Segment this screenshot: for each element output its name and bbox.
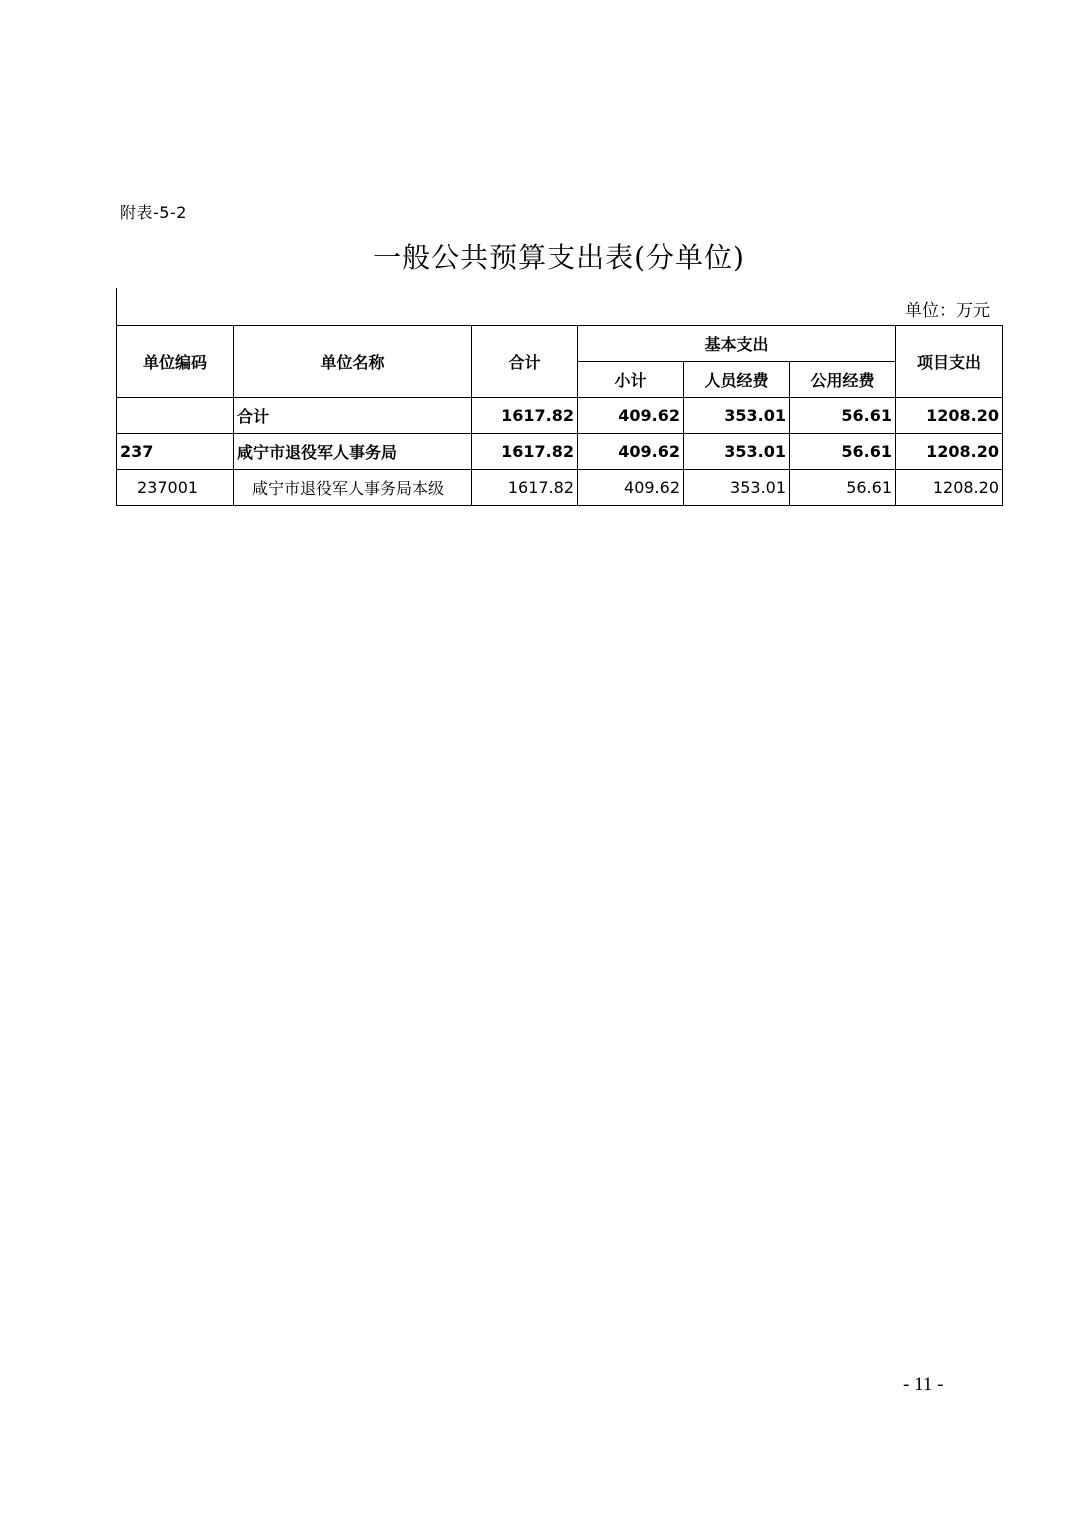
table-row (117, 470, 1003, 506)
cell-name: 咸宁市退役军人事务局本级 (234, 470, 472, 506)
table-left-rule (116, 288, 117, 326)
cell-total: 1617.82 (472, 470, 578, 506)
header-basic-expenditure: 基本支出 (578, 326, 896, 362)
cell-subtotal: 409.62 (578, 470, 684, 506)
table-row (117, 398, 1003, 434)
unit-note: 单位：万元 (905, 301, 990, 321)
cell-code: 237001 (117, 470, 234, 506)
cell-name: 咸宁市退役军人事务局 (234, 434, 472, 470)
header-public: 公用经费 (790, 362, 896, 398)
cell-project: 1208.20 (896, 470, 1003, 506)
budget-table (116, 325, 1003, 506)
cell-total: 1617.82 (472, 434, 578, 470)
header-row-1 (117, 326, 1003, 362)
cell-subtotal: 409.62 (578, 434, 684, 470)
cell-public: 56.61 (790, 434, 896, 470)
cell-project: 1208.20 (896, 398, 1003, 434)
header-unit-code: 单位编码 (117, 326, 234, 398)
table-row (117, 434, 1003, 470)
header-personnel: 人员经费 (684, 362, 790, 398)
cell-personnel: 353.01 (684, 398, 790, 434)
attachment-label: 附表-5-2 (120, 203, 187, 222)
cell-code (117, 398, 234, 434)
cell-public: 56.61 (790, 398, 896, 434)
cell-total: 1617.82 (472, 398, 578, 434)
cell-subtotal: 409.62 (578, 398, 684, 434)
header-total: 合计 (472, 326, 578, 398)
page-title: 一般公共预算支出表(分单位) (373, 241, 745, 274)
header-project-expenditure: 项目支出 (896, 326, 1003, 398)
cell-public: 56.61 (790, 470, 896, 506)
header-subtotal: 小计 (578, 362, 684, 398)
header-unit-name: 单位名称 (234, 326, 472, 398)
cell-personnel: 353.01 (684, 434, 790, 470)
cell-personnel: 353.01 (684, 470, 790, 506)
cell-project: 1208.20 (896, 434, 1003, 470)
cell-name: 合计 (234, 398, 472, 434)
page-number: - 11 - (903, 1374, 944, 1395)
cell-code: 237 (117, 434, 234, 470)
